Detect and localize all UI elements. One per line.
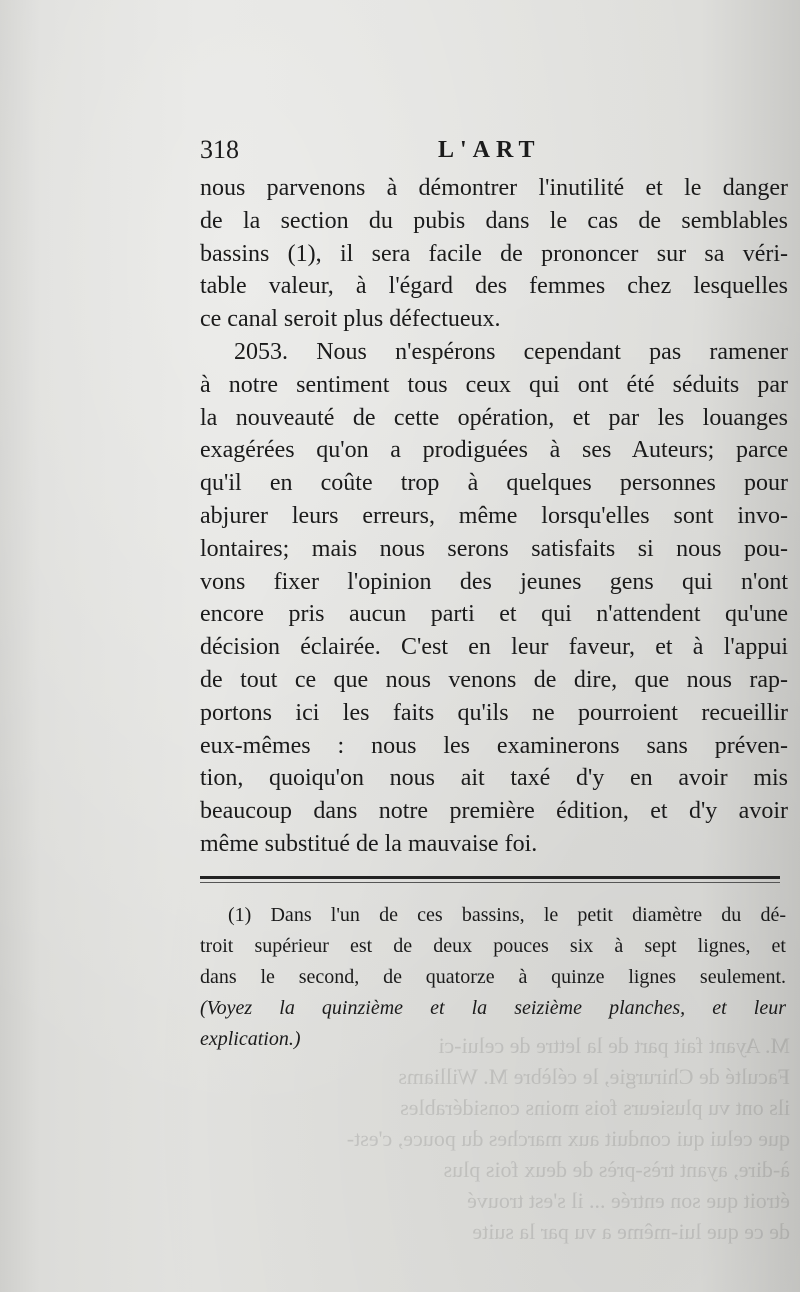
text-line: abjurer leurs erreurs, même lorsqu'elles sont invo- — [200, 502, 788, 529]
text-line: exagérées qu'on a prodiguées à ses Auteurs; parce — [200, 437, 788, 464]
text-line: ce canal seroit plus défectueux. — [200, 306, 501, 333]
footnote-line: (1) Dans l'un de ces bassins, le petit diamètre du dé- — [228, 904, 786, 926]
footnote-line: troit supérieur est de deux pouces six à sept lignes, et — [200, 935, 786, 957]
text-line: beaucoup dans notre première édition, et d'y avoir — [200, 798, 788, 825]
text-line: portons ici les faits qu'ils ne pourroient recueillir — [200, 699, 788, 726]
text-line: de la section du pubis dans le cas de semblables — [200, 207, 788, 234]
text-line: de tout ce que nous venons de dire, que nous rap- — [200, 666, 788, 693]
running-title: L'ART — [438, 137, 541, 163]
page-header — [200, 134, 790, 170]
text-line: qu'il en coûte trop à quelques personnes pour — [200, 470, 788, 497]
text-line: la nouveauté de cette opération, et par les louanges — [200, 404, 788, 431]
text-line: décision éclairée. C'est en leur faveur, et à l'appui — [200, 634, 788, 661]
text-line: à notre sentiment tous ceux qui ont été séduits par — [200, 371, 788, 398]
paragraph-start-line: 2053. Nous n'espérons cependant pas ramener — [234, 338, 788, 365]
show-through-text: M. Ayant fait part de la lettre de celui-ci Faculté de Chirurgie, le célèbre M. Williams ils ont vu plusieurs fois moins considérables que celui qui conduit aux marches du pouce, c'est- à-dire, ayant très-près de deux fois plus étroit que son entrée ... il s'est trouvé de ce que lui-même a vu par la suite — [346, 1033, 790, 1244]
footnote-divider — [200, 876, 780, 879]
text-line: bassins (1), il sera facile de prononcer sur sa véri- — [200, 240, 788, 267]
footnote-divider-thin — [200, 882, 780, 883]
text-line: nous parvenons à démontrer l'inutilité et le danger — [200, 175, 788, 201]
text-line: eux-mêmes : nous les examinerons sans préven- — [200, 732, 788, 759]
footnote-line: explication.) — [200, 1028, 301, 1050]
text-line: lontaires; mais nous serons satisfaits si nous pou- — [200, 535, 788, 562]
main-text — [200, 172, 788, 861]
footnote-line: (Voyez la quinzième et la seizième planches, et leur — [200, 997, 786, 1019]
page-number: 318 — [200, 135, 239, 164]
text-line: encore pris aucun parti et qui n'attendent qu'une — [200, 601, 788, 628]
text-line: même substitué de la mauvaise foi. — [200, 830, 538, 857]
text-line: tion, quoiqu'on nous ait taxé d'y en avoir mis — [200, 765, 788, 792]
text-line: vons fixer l'opinion des jeunes gens qui n'ont — [200, 568, 788, 595]
footnote — [200, 900, 786, 1055]
footnote-line: dans le second, de quatorze à quinze lignes seulement. — [200, 966, 786, 988]
text-line: table valeur, à l'égard des femmes chez lesquelles — [200, 273, 788, 300]
